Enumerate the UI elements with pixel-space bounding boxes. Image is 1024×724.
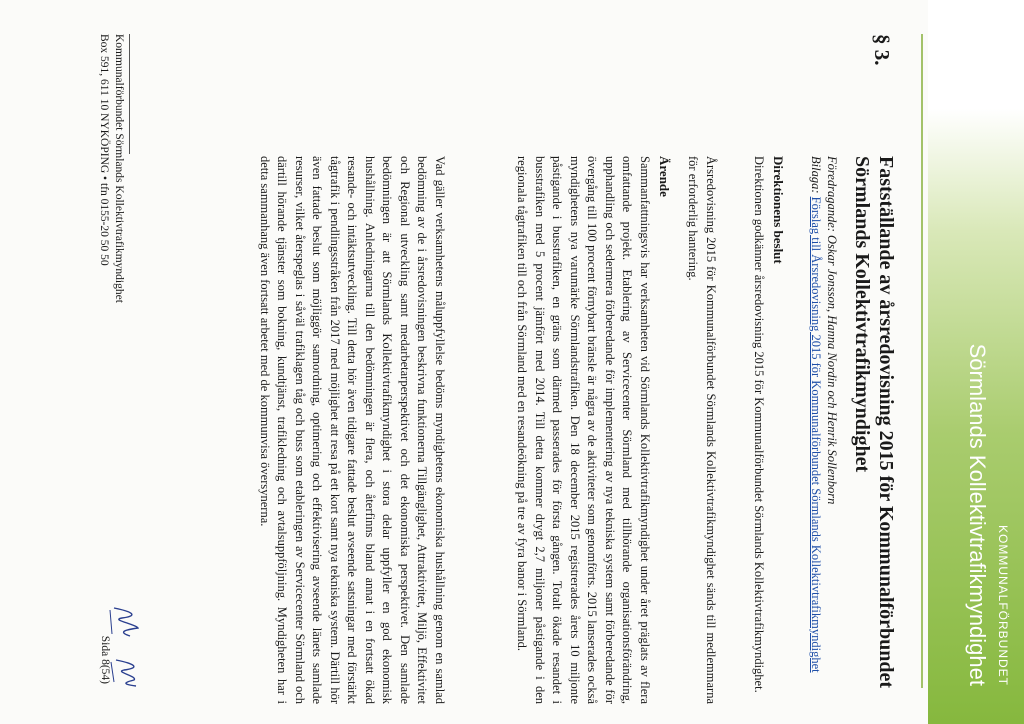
signature-initials-2 (106, 654, 144, 690)
decision-heading: Direktionens beslut (771, 156, 786, 264)
attachment-link[interactable]: Förslag till Årsredovisning 2015 för Kommunalförbundet Sörmlands Kollektivtrafikmyndighet (809, 196, 823, 673)
header-banner (928, 0, 1024, 724)
footer-line-2: Box 591, 611 10 NYKÖPING • tfn 0155-20 50 50 (98, 34, 110, 266)
agency-name: Sörmlands Kollektivtrafikmyndighet (965, 343, 990, 686)
presenters: Föredragande: Oskar Jonsson, Hanna Nordin och Henrik Sollenborn (825, 156, 839, 505)
matter-paragraph: Vad gäller verksamhetens måluppfyllelse bedöms myndighetens ekonomiska hushållning genom en samlad bedömning av de i årsredovisningen beskrivna funktionerna Tillgänglighet, Attraktivitet, Miljö, Effektivitet och Regional utveckling samt medarbetarperspektivet och det ekonomiska perspektivet. Den samlade bedömningen är att Sörmlands Kollektivtrafikmyndighet i stora delar uppfyller en god ekonomisk hushållning. Anledningarna till den bedömningen är flera, och återfinns bland annat i en fortsatt ökad resande- och intäktsutveckling. Till detta hör även tidigare fattade beslut avseende satsningar med förstärkt tågtrafik i pendlingsstråken från 2017 med möjlighet att resa på ett kort samt nya tekniska system. Därtill hör även fattade beslut som möjliggör samordning, optimering och effektivisering avseende länets samlade resurser, vilket återspeglas i såväl trafiklagen tåg och buss som etableringen av Servicecenter Sörmland och därtill hörande tjänster som bokning, kundtjänst, trafikledning och avtalsuppföljning. Myndigheten har i detta sammanhang även fortsatt arbetet med de kommunvisa översynerna. (258, 156, 447, 704)
page-number: Sida 8(54) (99, 635, 111, 684)
section-number: § 3. (870, 34, 894, 66)
signature-initials-1 (106, 604, 144, 640)
decision-paragraph: Direktionen godkänner årsredovisning 2015 för Kommunalförbundet Sörmlands Kollektivtrafikmyndighet. (752, 156, 766, 693)
matter-heading: Ärende (657, 156, 672, 197)
header-rule (921, 34, 923, 688)
footer-rule (129, 34, 130, 154)
org-line: KOMMUNALFÖRBUNDET (996, 524, 1010, 686)
attachment-line (808, 156, 824, 716)
decision-paragraph: Årsredovisning 2015 för Kommunalförbundet Sörmlands Kollektivtrafikmyndighet sänds till medlemmarna för erforderlig hantering. (686, 156, 718, 704)
matter-paragraph: Sammanfattningsvis har verksamheten vid Sörmlands Kollektivtrafikmyndighet under året präglats av flera omfattande projekt. Etablering av Servicecenter Sörmland med tillhörande organisationsförändring, upphandling och sedermera förberedande för implementering av nya tekniska system samt förberedande för övergång till 100 procent förnybart bränsle är några av de aktiviteter som genomförts. 2015 lanserades också myndighetens nya varumärke Sörmlandstrafiken. Den 18 december 2015 registrerades årets 10 miljonte påstigande i busstrafiken, en gräns som därmed passerades för första gången. Totalt ökade resandet i busstrafiken med 5 procent jämfört med 2014. Till detta kommer drygt 2,7 miljoner påstigande i den regionala tågtrafiken till och från Sörmland med en resandeökning på tre av fyra banor i Sörmland. (515, 156, 652, 704)
meta-block (808, 156, 840, 716)
attachment-label: Bilaga: (809, 156, 823, 194)
section-title: Fastställande av årsredovisning 2015 för Kommunalförbundet Sörmlands Kollektivtrafikmyndighet (851, 156, 897, 689)
footer-line-1: Kommunalförbundet Sörmlands Kollektivtrafikmyndighet (113, 34, 125, 303)
